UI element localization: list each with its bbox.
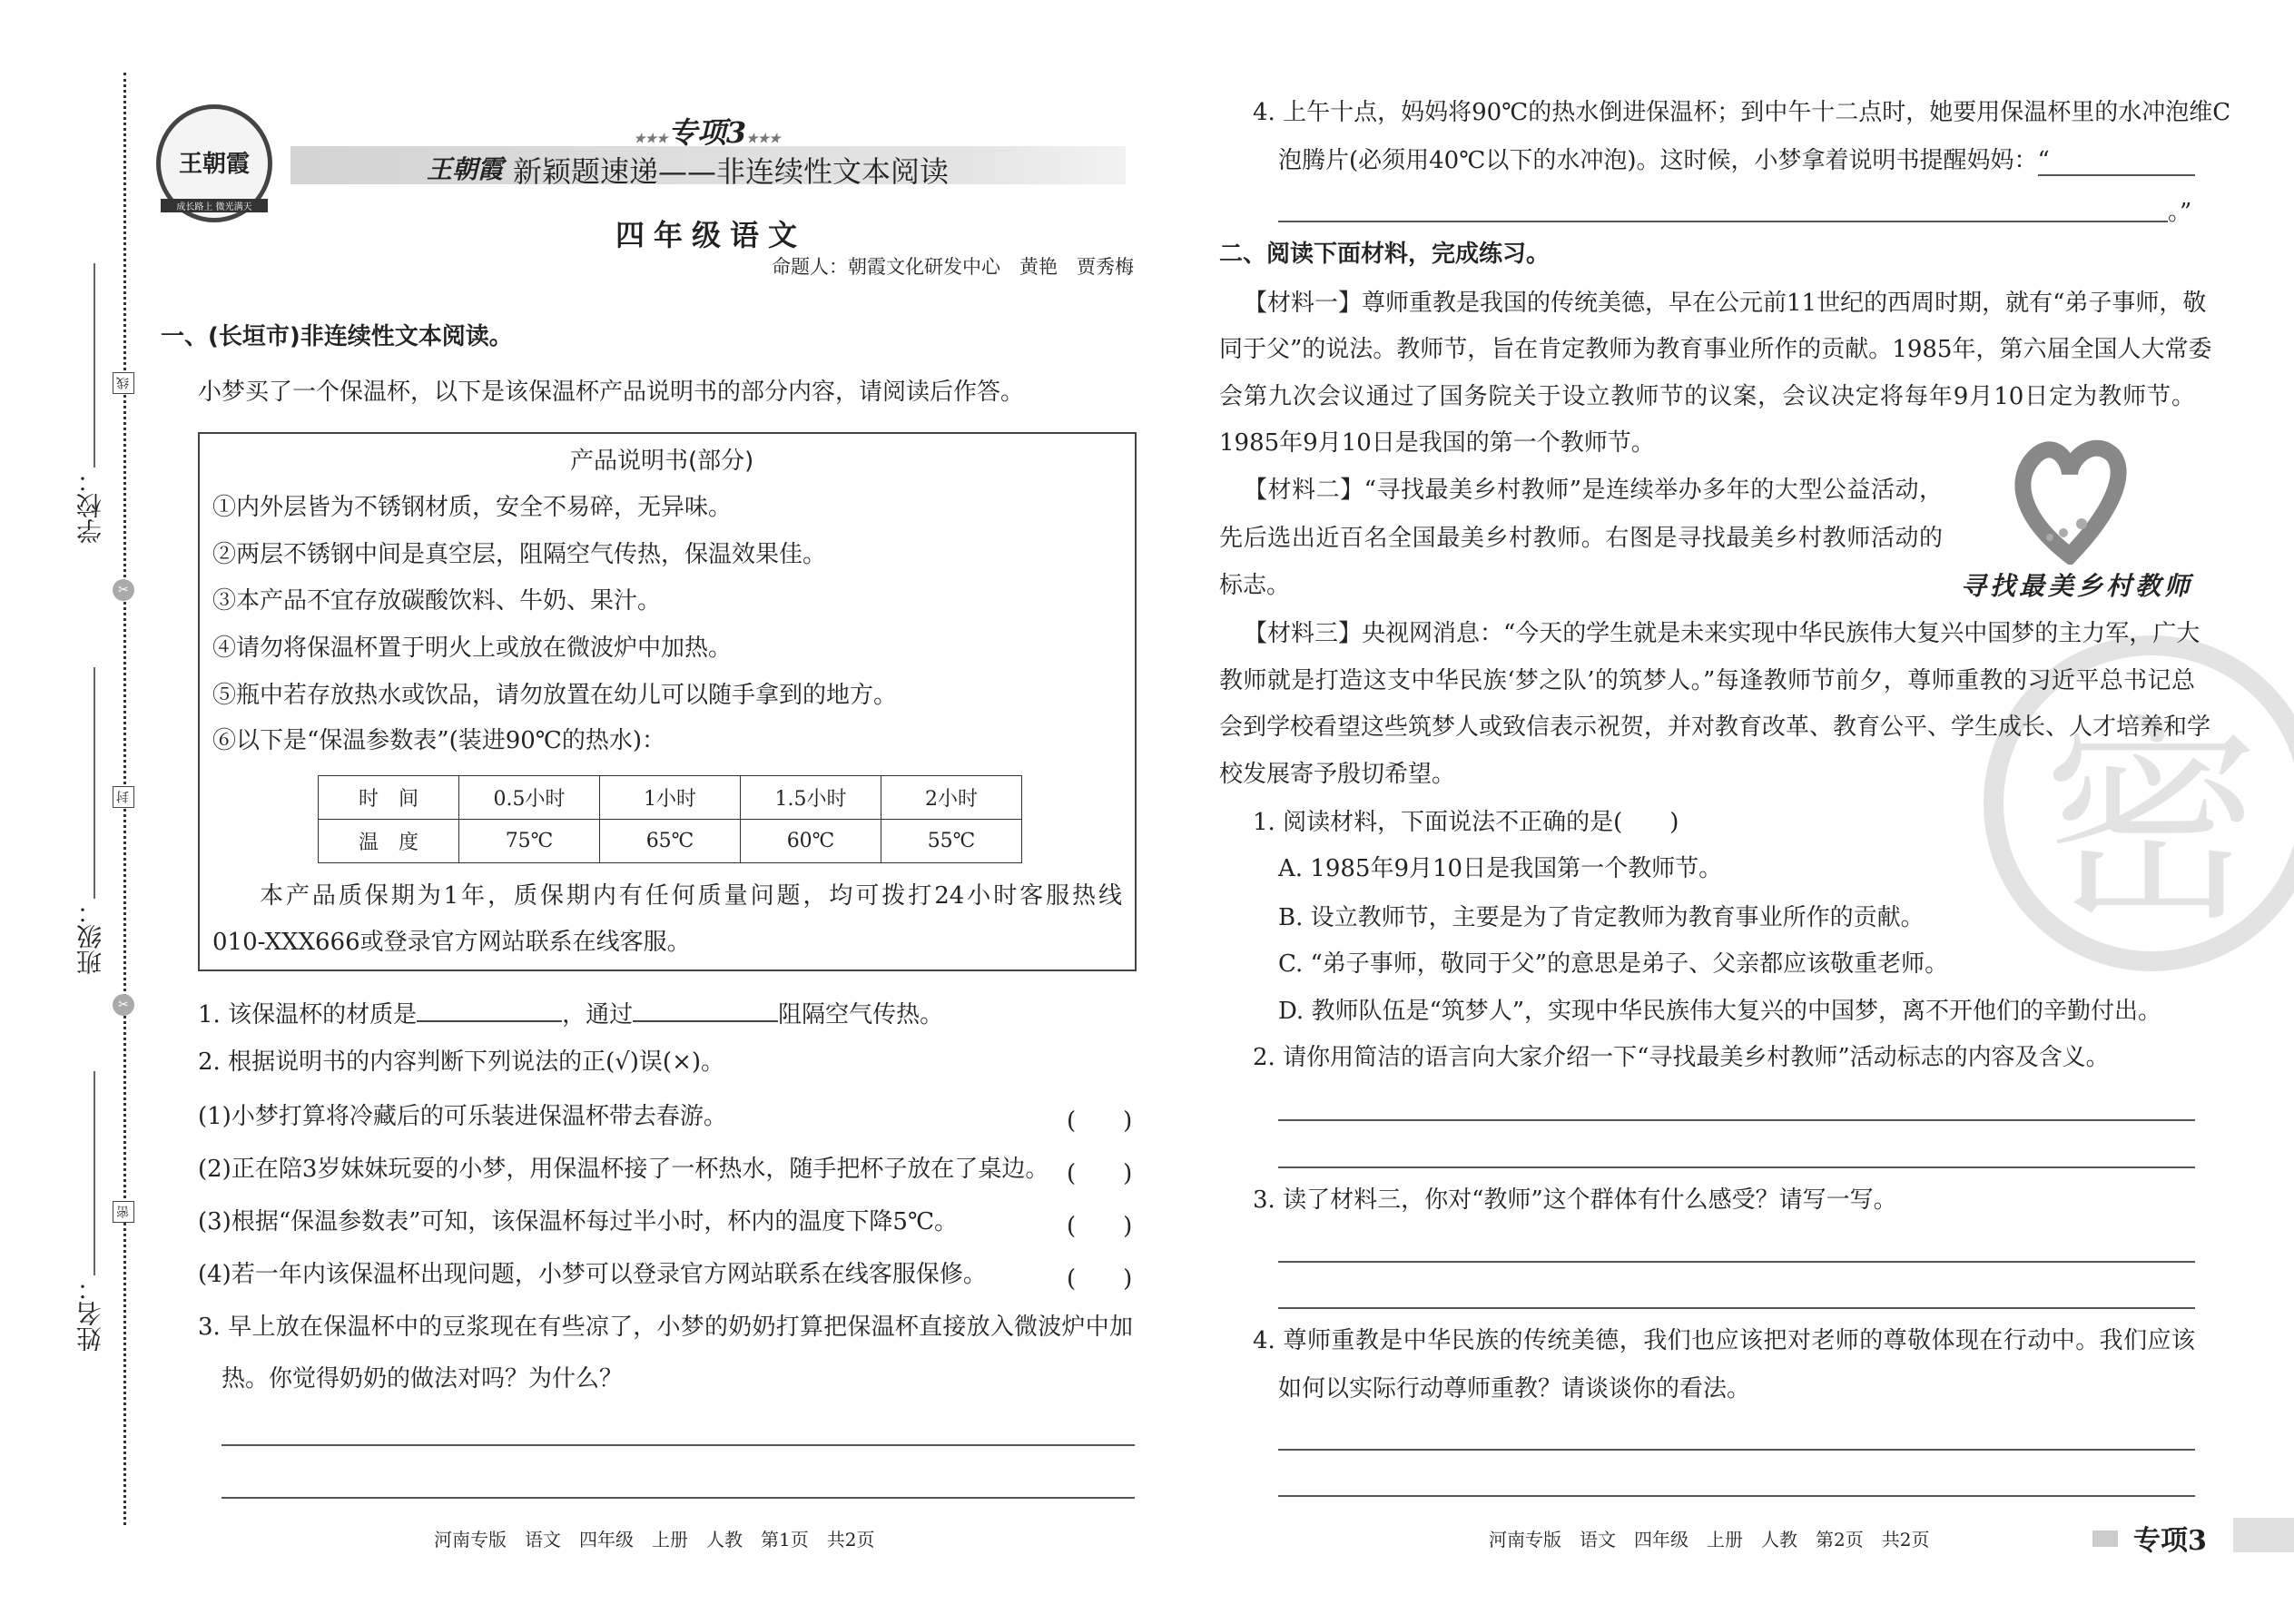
logo-text: 王朝霞 (178, 151, 250, 178)
logo-slogan: 成长路上 微光满天 (161, 199, 268, 212)
brand-script: 王朝霞 (427, 154, 504, 184)
manual-item: ②两层不锈钢中间是真空层，阻隔空气传热，保温效果佳。 (212, 541, 827, 568)
answer-line[interactable] (1278, 1449, 2195, 1451)
question-4: 泡腾片(必须用40℃以下的水冲泡)。这时候，小梦拿着说明书提醒妈妈：“ (1278, 147, 2050, 174)
answer-line[interactable] (1278, 1166, 2195, 1168)
manual-item: ⑥以下是“保温参数表”(装进90℃的热水)： (212, 727, 666, 754)
page-title: 新颖题速递——非连续性文本阅读 (513, 154, 950, 189)
table-row (319, 776, 1022, 820)
school-label: 学校： (75, 468, 105, 544)
subject-title: 四年级语文 (615, 218, 807, 252)
answer-parentheses[interactable]: ( ) (1067, 1265, 1133, 1293)
question-1: 1. 该保温杯的材质是 ，通过 阻隔空气传热。 (198, 997, 943, 1029)
answer-line[interactable] (2038, 174, 2195, 176)
series-heading: ★★★专项3★★★ (634, 115, 781, 150)
answer-line[interactable] (1278, 1495, 2195, 1497)
answer-line[interactable] (1278, 1307, 2195, 1309)
question-2: 2. 请你用简洁的语言向大家介绍一下“寻找最美乡村教师”活动标志的内容及含义。 (1253, 1044, 2110, 1071)
manual-item: ①内外层皆为不锈钢材质，安全不易碎，无异味。 (212, 494, 733, 521)
answer-blank[interactable] (633, 997, 778, 1022)
seal-mark-secret: 密 (113, 1201, 134, 1223)
question-3: 热。你觉得奶奶的做法对吗？为什么？ (222, 1365, 624, 1393)
page-footer: 河南专版 语文 四年级 上册 人教 第1页 共2页 (434, 1529, 875, 1550)
material-three: 教师就是打造这支中华民族‘梦之队’的筑梦人。”每逢教师节前夕，尊师重教的习近平总书记总 (1219, 667, 2195, 694)
question-4: 4. 上午十点，妈妈将90℃的热水倒进保温杯；到中午十二点时，她要用保温杯里的水冲泡维C (1253, 99, 2231, 126)
material-two: 【材料二】“寻找最美乡村教师”是连续举办多年的大型公益活动， (1244, 477, 1943, 504)
question-2: 2. 根据说明书的内容判断下列说法的正(√)误(×)。 (198, 1048, 724, 1076)
table-cell: 0.5小时 (459, 776, 600, 820)
judgment-item: (3)根据“保温参数表”可知，该保温杯每过半小时，杯内的温度下降5℃。 (198, 1208, 959, 1235)
option-a[interactable]: A. 1985年9月10日是我国第一个教师节。 (1278, 855, 1723, 882)
material-two: 先后选出近百名全国最美乡村教师。右图是寻找最美乡村教师活动的 (1219, 525, 1943, 552)
star-icon: ★★★ (634, 132, 668, 146)
star-icon: ★★★ (746, 132, 781, 146)
question-4: 4. 尊师重教是中华民族的传统美德，我们也应该把对老师的尊敬体现在行动中。我们应该 (1253, 1327, 2195, 1354)
answer-parentheses[interactable]: ( ) (1067, 1213, 1133, 1240)
name-blank (94, 1071, 95, 1275)
table-cell: 55℃ (881, 820, 1022, 863)
class-blank (94, 667, 95, 899)
material-three: 【材料三】央视网消息：“今天的学生就是未来实现中华民族伟大复兴中国梦的主力军，广大 (1244, 620, 2200, 647)
answer-parentheses[interactable]: ( ) (1067, 1160, 1133, 1187)
manual-item: ③本产品不宜存放碳酸饮料、牛奶、果汁。 (212, 587, 662, 615)
option-d[interactable]: D. 教师队伍是“筑梦人”，实现中华民族伟大复兴的中国梦，离不开他们的辛勤付出。 (1278, 998, 2162, 1025)
answer-blank[interactable] (417, 997, 562, 1022)
section-tab (2092, 1518, 2294, 1557)
insulation-table (318, 775, 1022, 863)
warranty-note: 010-XXX666或登录官方网站联系在线客服。 (212, 929, 691, 956)
intro-text: 小梦买了一个保温杯，以下是该保温杯产品说明书的部分内容，请阅读后作答。 (198, 379, 1025, 406)
rural-teacher-heart-logo (2013, 438, 2127, 565)
seal-mark-seal: 封 (113, 786, 134, 808)
material-two: 标志。 (1219, 572, 1291, 599)
table-cell: 75℃ (459, 820, 600, 863)
answer-line[interactable] (1278, 1261, 2195, 1263)
table-cell: 2小时 (881, 776, 1022, 820)
option-b[interactable]: B. 设立教师节，主要是为了肯定教师为教育事业所作的贡献。 (1278, 904, 1925, 931)
question-3: 3. 早上放在保温杯中的豆浆现在有些凉了，小梦的奶奶打算把保温杯直接放入微波炉中加 (198, 1314, 1133, 1341)
logo-caption: 寻找最美乡村教师 (1961, 571, 2194, 601)
judgment-item: (2)正在陪3岁妹妹玩耍的小梦，用保温杯接了一杯热水，随手把杯子放在了桌边。 (198, 1156, 1049, 1183)
answer-parentheses[interactable]: ( ) (1067, 1107, 1133, 1135)
material-one: 会第九次会议通过了国务院关于设立教师节的议案，会议决定将每年9月10日定为教师节。 (1219, 383, 2195, 410)
table-cell: 1.5小时 (741, 776, 881, 820)
material-one: 【材料一】尊师重教是我国的传统美德，早在公元前11世纪的西周时期，就有“弟子事师，敬 (1244, 290, 2207, 317)
table-cell: 温 度 (319, 820, 459, 863)
brand-logo (156, 104, 272, 222)
judgment-item: (4)若一年内该保温杯出现问题，小梦可以登录官方网站联系在线客服保修。 (198, 1261, 987, 1288)
secret-watermark: 密 (1984, 635, 2294, 971)
table-cell: 1小时 (600, 776, 741, 820)
answer-line[interactable] (222, 1497, 1135, 1499)
section-two-heading: 二、阅读下面材料，完成练习。 (1219, 241, 1551, 268)
tab-decoration (2092, 1530, 2118, 1547)
option-c[interactable]: C. “弟子事师，敬同于父”的意思是弟子、父亲都应该敬重老师。 (1278, 950, 1949, 978)
class-label: 班级： (75, 899, 105, 975)
answer-line[interactable] (1278, 221, 2168, 222)
authors: 命题人：朝霞文化研发中心 黄艳 贾秀梅 (772, 256, 1134, 278)
table-cell: 时 间 (319, 776, 459, 820)
warranty-note: 本产品质保期为1年，质保期内有任何质量问题，均可拨打24小时客服热线 (260, 882, 1122, 910)
section-one-heading: 一、(长垣市)非连续性文本阅读。 (161, 323, 513, 350)
material-three: 会到学校看望这些筑梦人或致信表示祝贺，并对教育改革、教育公平、学生成长、人才培养和学 (1219, 714, 2211, 741)
table-cell: 60℃ (741, 820, 881, 863)
answer-line[interactable] (1278, 1119, 2195, 1121)
seal-mark-line: 线 (113, 372, 134, 394)
judgment-item: (1)小梦打算将冷藏后的可乐装进保温杯带去春游。 (198, 1103, 727, 1130)
table-row (319, 820, 1022, 863)
material-three: 校发展寄予殷切希望。 (1219, 761, 1456, 788)
school-blank (94, 263, 95, 468)
manual-title: 产品说明书(部分) (570, 448, 754, 475)
scissors-icon: ✂ (113, 579, 134, 601)
material-one: 同于父”的说法。教师节，旨在肯定教师为教育事业所作的贡献。1985年，第六届全国人大常委 (1219, 336, 2212, 363)
manual-item: ⑤瓶中若存放热水或饮品，请勿放置在幼儿可以随手拿到的地方。 (212, 682, 898, 709)
page-footer: 河南专版 语文 四年级 上册 人教 第2页 共2页 (1489, 1529, 1930, 1550)
question-4: 如何以实际行动尊师重教？请谈谈你的看法。 (1278, 1375, 1751, 1403)
name-label: 姓名： (75, 1275, 105, 1352)
tab-label: 专项3 (2133, 1525, 2207, 1557)
answer-line[interactable] (222, 1444, 1135, 1446)
quote-end: 。” (2168, 199, 2192, 226)
question-3: 3. 读了材料三，你对“教师”这个群体有什么感受？请写一写。 (1253, 1186, 1897, 1214)
scissors-icon: ✂ (113, 994, 134, 1016)
material-one: 1985年9月10日是我国的第一个教师节。 (1219, 429, 1655, 457)
table-cell: 65℃ (600, 820, 741, 863)
question-1: 1. 阅读材料，下面说法不正确的是( ) (1253, 809, 1679, 836)
manual-item: ④请勿将保温杯置于明火上或放在微波炉中加热。 (212, 635, 733, 662)
